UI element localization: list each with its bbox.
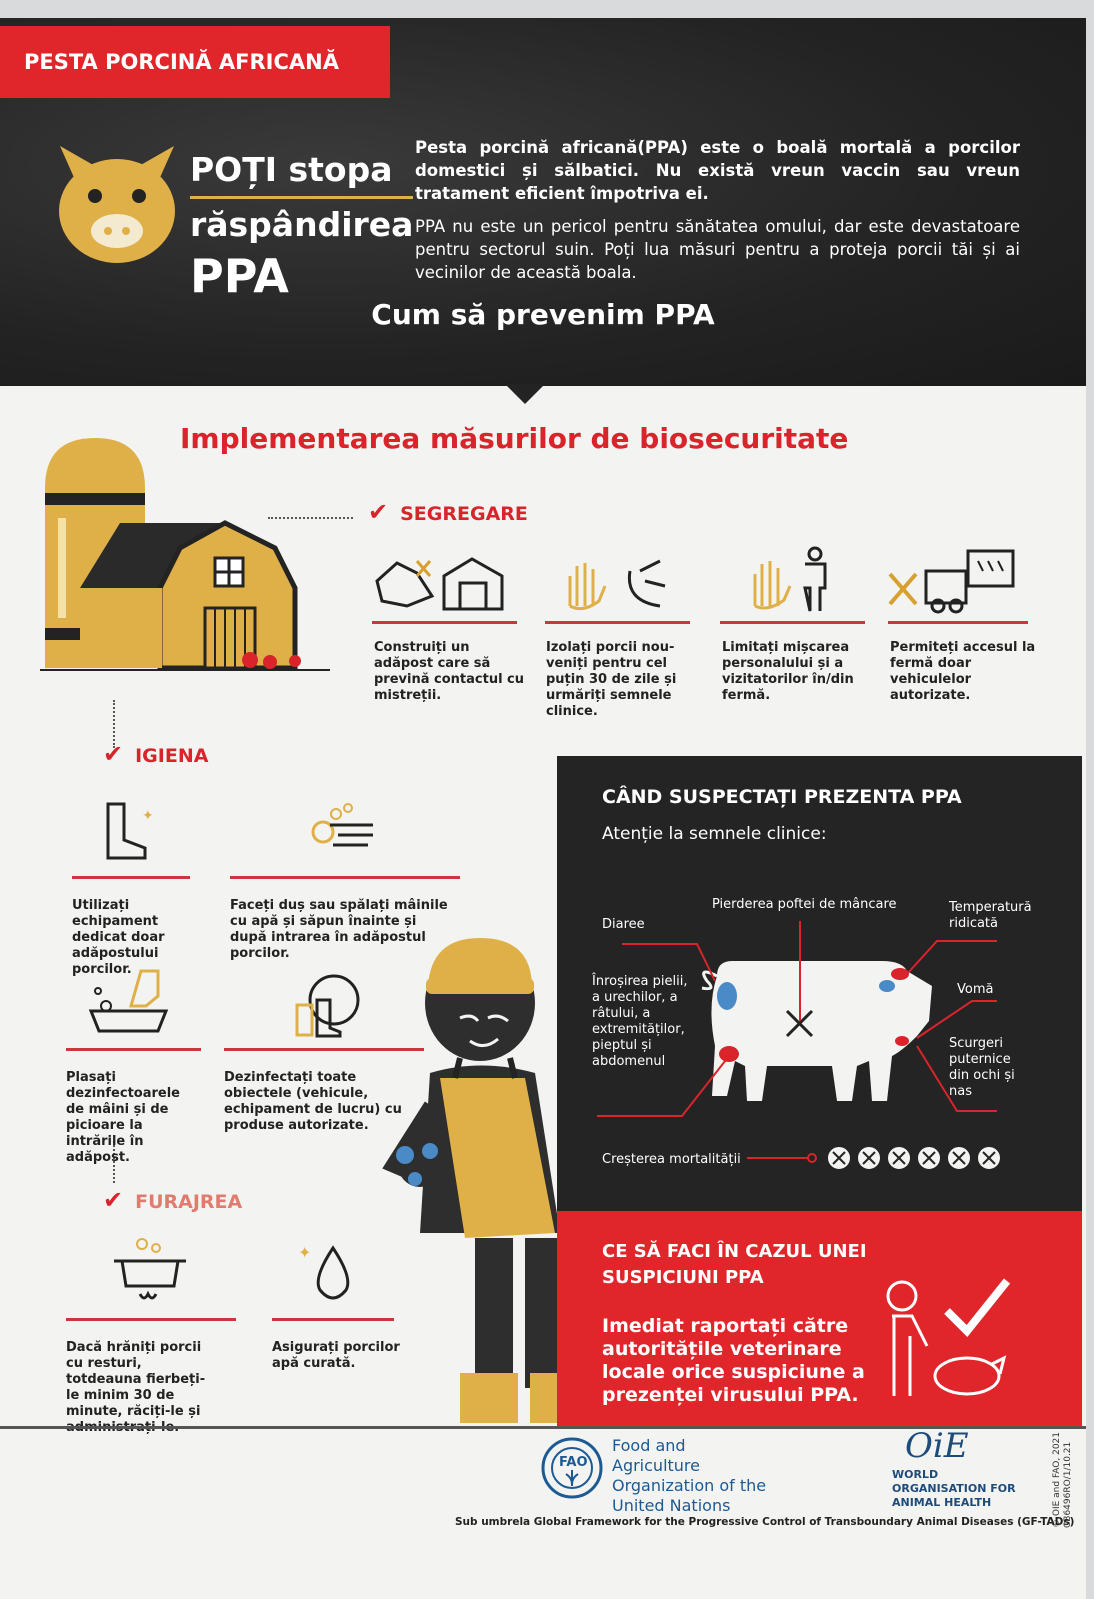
divider <box>372 621 517 624</box>
oie-name: WORLD ORGANISATION FOR ANIMAL HEALTH <box>892 1468 1016 1509</box>
action-panel <box>557 1211 1082 1427</box>
suspicion-panel <box>557 756 1082 1211</box>
sick-pig-diagram <box>557 756 1082 1211</box>
sign-vomit: Vomă <box>957 982 994 997</box>
biosecurity-title: Implementarea măsurilor de biosecuritate <box>180 422 849 455</box>
furajarea-heading <box>103 1186 242 1214</box>
intro-paragraph-2: PPA nu este un pericol pentru sănătatea omului, dar este devastatoare pentru sectorul suin. Poți lua măsuri pentru a proteja porcii tăi și ai vecinilor de această boala. <box>415 217 1020 282</box>
segregare-item-2: Izolați porcii nou-veniți pentru cel puțin 30 de zile și urmăriți semnele clinice. <box>546 640 677 719</box>
wild-boar-barn-icon <box>372 551 517 613</box>
pig-face-icon <box>50 136 184 266</box>
segregare-item-1: Construiți un adăpost care să prevină contactul cu mistreții. <box>374 640 525 703</box>
divider <box>230 876 460 879</box>
check-icon: ✔ <box>103 740 124 768</box>
fao-logo-icon <box>540 1436 604 1500</box>
sign-diarrhea: Diaree <box>602 917 645 932</box>
divider <box>66 1318 236 1321</box>
divider <box>545 621 690 624</box>
divider <box>72 876 190 879</box>
igiena-item-4: Dezinfectați toate obiectele (vehicule, echipament de lucru) cu produse autorizate. <box>224 1070 402 1133</box>
sign-temperature: Temperatură ridicată <box>949 900 1032 931</box>
intro-text <box>415 136 1020 294</box>
igiena-item-3: Plasați dezinfectoarele de mâini și de picioare la intrările în adăpost. <box>66 1070 180 1165</box>
foot-bath-icon <box>86 966 176 1036</box>
segregare-item-4: Permiteți accesul la fermă doar vehiculelor autorizate. <box>890 640 1036 703</box>
svg-text:FAO: FAO <box>559 1455 588 1470</box>
boot-icon <box>100 802 160 862</box>
igiena-label: IGIENA <box>135 745 209 767</box>
barn-silo-illustration <box>40 428 330 678</box>
dotted-connector <box>268 517 353 519</box>
svg-text:✦: ✦ <box>142 808 154 824</box>
copyright: © OIE and FAO, 2021 CB6496RO/1/10.21 <box>1052 1432 1073 1528</box>
sign-discharge: Scurgeri puternice din ochi și nas <box>949 1036 1015 1099</box>
sign-appetite: Pierderea poftei de mâncare <box>712 897 897 912</box>
sign-redness: Înroșirea pielii, a urechilor, a râtului, a extremităților, pieptul și abdomenul <box>592 974 688 1069</box>
report-check-icon <box>872 1266 1022 1406</box>
sign-mortality: Creșterea mortalității <box>602 1152 741 1167</box>
hand-pig-icon <box>565 551 675 613</box>
igiena-heading <box>103 740 208 768</box>
hand-wash-icon <box>308 800 380 862</box>
cooking-pot-icon <box>112 1236 188 1304</box>
svg-text:✦: ✦ <box>298 1243 312 1262</box>
disinfect-equipment-icon <box>292 970 362 1040</box>
segregare-item-3: Limitați mișcarea personalului și a vizitatorilor în/din fermă. <box>722 640 854 703</box>
topic-tag: PESTA PORCINĂ AFRICANĂ <box>0 26 390 98</box>
suspicion-title: CÂND SUSPECTAȚI PREZENTA PPA <box>602 786 962 808</box>
prevention-title: Cum să prevenim PPA <box>371 298 715 331</box>
hand-person-icon <box>750 546 835 614</box>
water-drop-icon <box>298 1240 356 1304</box>
poster <box>0 18 1086 1599</box>
main-title <box>190 144 413 301</box>
header-notch <box>505 384 545 404</box>
segregare-heading <box>368 498 528 526</box>
igiena-item-2: Faceți duș sau spălați mâinile cu apă și săpun înainte și după intrarea în adăpostul porcilor. <box>230 898 448 961</box>
dead-pig-icons <box>827 1146 1001 1170</box>
check-icon: ✔ <box>103 1186 124 1214</box>
segregare-label: SEGREGARE <box>400 503 528 525</box>
divider <box>888 621 1028 624</box>
oie-logo: OiE <box>905 1426 969 1466</box>
fao-name-text: Food and Agriculture Organization of the United Nations <box>612 1436 767 1515</box>
furajarea-item-1: Dacă hrăniți porcii cu resturi, totdeauna fierbeți-le minim 30 de minute, răciți-le și <box>66 1340 206 1419</box>
furajarea-label: FURAJREA <box>135 1191 243 1213</box>
gf-tads-note: Sub umbrela Global Framework for the Progressive Control of Transboundary Animal Diseases (GF-TADs) <box>455 1516 1075 1528</box>
igiena-item-1: Utilizați echipament dedicat doar adăpostului porcilor. <box>72 898 165 977</box>
action-text: Imediat raportați către autoritățile veterinare locale orice suspiciune a prezenței virusului PPA. <box>602 1315 865 1406</box>
truck-farm-icon <box>888 546 1018 614</box>
header <box>0 18 1086 386</box>
action-title: CE SĂ FACI ÎN CAZUL UNEI SUSPICIUNI PPA <box>602 1241 867 1288</box>
check-icon: ✔ <box>368 498 389 526</box>
title-line-1: POȚI stopa <box>190 150 393 189</box>
fao-name <box>612 1436 772 1516</box>
suspicion-subtitle: Atenție la semnele clinice: <box>602 824 827 844</box>
divider <box>720 621 865 624</box>
title-line-3: PPA <box>190 249 289 303</box>
divider <box>66 1048 201 1051</box>
title-line-2: răspândirea <box>190 196 413 251</box>
intro-paragraph-1: Pesta porcină africană(PPA) este o boală mortală a porcilor domestici și sălbatici. Nu există vreun vaccin sau vreun tratament eficient împotriva ei. <box>415 138 1020 203</box>
furajarea-item-2: Asigurați porcilor apă curată. <box>272 1340 400 1371</box>
